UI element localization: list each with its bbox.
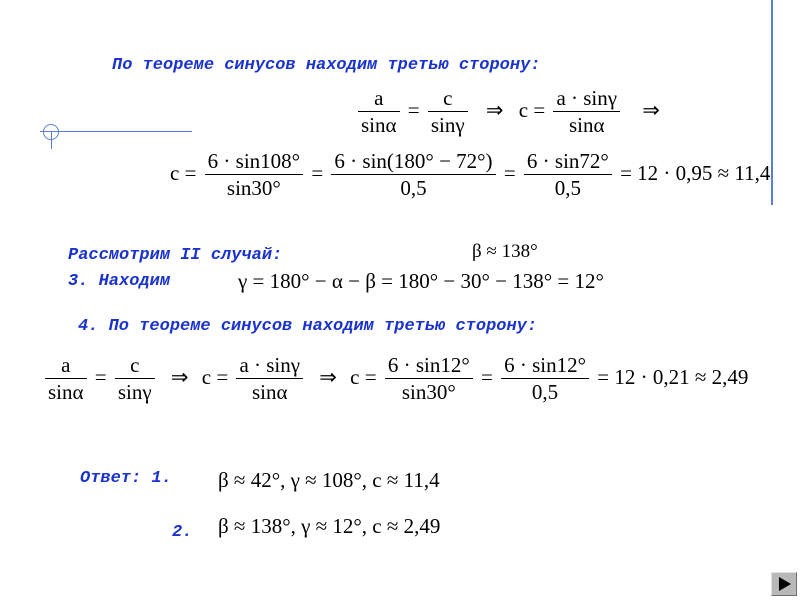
answer-label: Ответ: 1. [80, 469, 172, 488]
numerator: 6 · sin12° [501, 355, 589, 379]
numerator: a [358, 88, 400, 112]
equals-sign: = [503, 160, 516, 185]
next-slide-button[interactable] [771, 572, 797, 596]
decor-vertical-line [771, 0, 773, 205]
c-equals: c = [170, 160, 197, 185]
denominator: sin30° [401, 380, 456, 404]
formula-gamma: γ = 180° − α − β = 180° − 30° − 138° = 12° [238, 269, 604, 293]
denominator: 0,5 [554, 176, 581, 200]
fraction-a-over-sin-alpha [45, 355, 87, 403]
denominator: sin30° [226, 176, 281, 200]
denominator: sinγ [117, 380, 152, 404]
implies-sign: ⇒ [170, 364, 189, 389]
denominator: 0,5 [400, 176, 427, 200]
numerator: c [428, 88, 468, 112]
numerator: a · sinγ [553, 88, 620, 112]
answer-2-label: 2. [172, 523, 193, 542]
implies-sign: ⇒ [642, 97, 660, 122]
denominator: sinγ [430, 113, 465, 137]
formula-case2-c [42, 355, 748, 403]
c-equals: c = [201, 364, 229, 389]
c-equals: c = [350, 364, 377, 389]
heading-third-side: По теореме синусов находим третью сторону: [112, 56, 541, 75]
equals-sign: = [407, 97, 420, 122]
denominator: sinα [251, 380, 288, 404]
heading-step-3: 3. Находим [68, 272, 171, 291]
play-triangle-icon [772, 573, 796, 595]
decor-ring-stem [51, 131, 52, 149]
heading-case-2: Рассмотрим II случай: [68, 246, 283, 265]
implies-sign: ⇒ [319, 364, 337, 389]
fraction-solution [236, 355, 303, 403]
numerator: 6 · sin108° [205, 151, 303, 175]
numerator: 6 · sin72° [524, 151, 612, 175]
decor-horizontal-line [40, 131, 192, 132]
fraction-a-over-sin-alpha [358, 88, 400, 136]
c-equals: c = [518, 97, 546, 122]
equals-sign: = [311, 160, 324, 185]
equals-sign: = [94, 364, 107, 389]
equals-sign: = [480, 364, 493, 389]
formula-beta: β ≈ 138° [472, 241, 538, 262]
result: = 12 · 0,95 ≈ 11,4 [620, 160, 771, 185]
formula-c-computation [170, 151, 770, 199]
fraction-2 [331, 151, 495, 199]
fraction-1 [205, 151, 303, 199]
fraction-3 [524, 151, 612, 199]
answer-1-formula: β ≈ 42°, γ ≈ 108°, c ≈ 11,4 [218, 468, 440, 492]
answer-2-formula: β ≈ 138°, γ ≈ 12°, c ≈ 2,49 [218, 514, 441, 538]
denominator: 0,5 [531, 380, 559, 404]
numerator: a [45, 355, 87, 379]
fraction-c-over-sin-gamma [428, 88, 468, 136]
fraction-2 [501, 355, 589, 403]
implies-sign: ⇒ [485, 97, 504, 122]
numerator: a · sinγ [236, 355, 303, 379]
fraction-c-over-sin-gamma [115, 355, 155, 403]
denominator: sinα [48, 380, 84, 404]
fraction-solution [553, 88, 620, 136]
result: = 12 · 0,21 ≈ 2,49 [597, 364, 749, 389]
fraction-1 [385, 355, 473, 403]
heading-step-4: 4. По теореме синусов находим третью сторону: [78, 317, 538, 336]
denominator: sinα [568, 113, 605, 137]
numerator: 6 · sin(180° − 72°) [331, 151, 495, 175]
numerator: 6 · sin12° [385, 355, 473, 379]
numerator: c [115, 355, 155, 379]
denominator: sinα [361, 113, 397, 137]
formula-sine-law [355, 88, 660, 136]
